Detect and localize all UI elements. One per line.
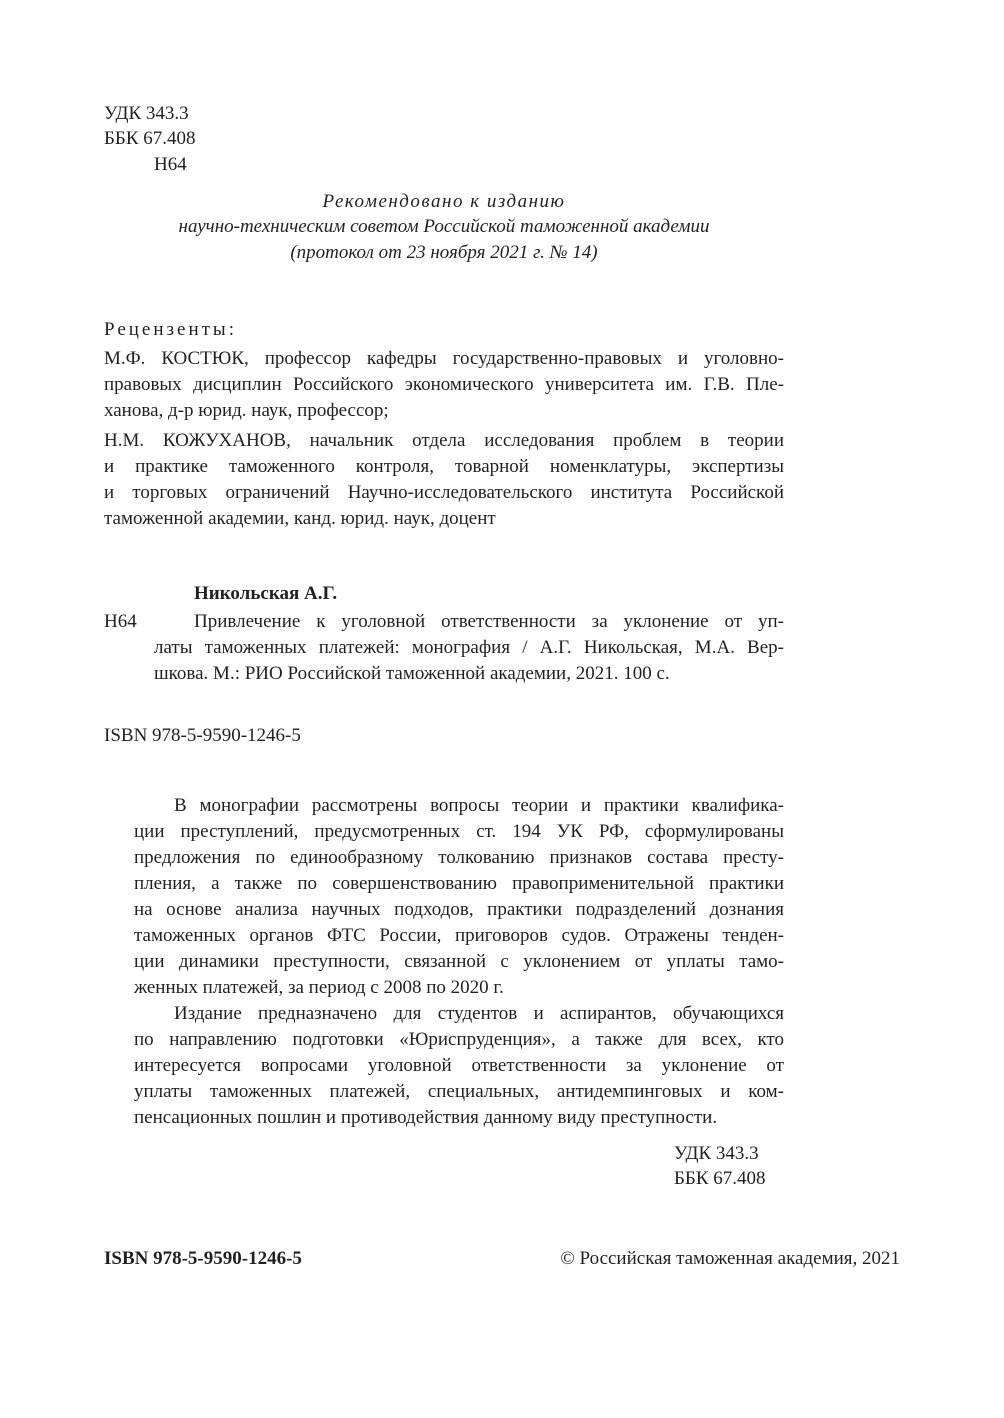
udk-bottom: УДК 343.3: [674, 1143, 759, 1164]
abstract-p1-line-3: предложения по единообразному толкованию признаков состава престу-: [134, 847, 784, 868]
reviewer-2-line-1: Н.М. КОЖУХАНОВ, начальник отдела исследования проблем в теории: [104, 430, 784, 451]
bbk-bottom: ББК 67.408: [674, 1168, 766, 1189]
bbk-top: ББК 67.408: [104, 128, 196, 149]
book-title-line-3: шкова. М.: РИО Российской таможенной академии, 2021. 100 с.: [154, 663, 670, 684]
footer-isbn: ISBN 978-5-9590-1246-5: [104, 1248, 302, 1269]
book-title-line-1: Привлечение к уголовной ответственности за уклонение от уп-: [194, 611, 784, 632]
abstract-p2-line-2: по направлению подготовки «Юриспруденция», а также для всех, кто: [134, 1029, 784, 1050]
recommendation-line-3: (протокол от 23 ноября 2021 г. № 14): [290, 242, 598, 263]
abstract-p2-line-5: пенсационных пошлин и противодействия данному виду преступности.: [134, 1107, 718, 1128]
isbn-entry: ISBN 978-5-9590-1246-5: [104, 725, 301, 746]
author-mark-top: Н64: [154, 154, 187, 175]
footer-copyright: © Российская таможенная академия, 2021: [560, 1248, 900, 1269]
recommendation-line-2: научно-техническим советом Российской таможенной академии: [178, 216, 710, 237]
reviewer-1-line-3: ханова, д-р юрид. наук, профессор;: [104, 400, 389, 421]
book-title-line-2: латы таможенных платежей: монография / А.Г. Никольская, М.А. Вер-: [154, 637, 784, 658]
abstract-p1-line-7: ции динамики преступности, связанной с уклонением от уплаты тамо-: [134, 951, 784, 972]
book-mark: Н64: [104, 611, 137, 632]
reviewer-1-line-2: правовых дисциплин Российского экономического университета им. Г.В. Пле-: [104, 374, 784, 395]
abstract-p1-line-8: женных платежей, за период с 2008 по 2020 г.: [134, 977, 504, 998]
reviewer-2-line-4: таможенной академии, канд. юрид. наук, доцент: [104, 508, 496, 529]
abstract-p2-line-1: Издание предназначено для студентов и аспирантов, обучающихся: [174, 1003, 784, 1024]
abstract-p1-line-4: пления, а также по совершенствованию правоприменительной практики: [134, 873, 784, 894]
abstract-p1-line-6: таможенных органов ФТС России, приговоров судов. Отражены тенден-: [134, 925, 784, 946]
abstract-p1-line-5: на основе анализа научных подходов, практики подразделений дознания: [134, 899, 784, 920]
abstract-p2-line-3: интересуется вопросами уголовной ответственности за уклонение от: [134, 1055, 784, 1076]
abstract-p1-line-2: ции преступлений, предусмотренных ст. 194 УК РФ, сформулированы: [134, 821, 784, 842]
reviewers-heading: Рецензенты:: [104, 319, 237, 340]
udk-top: УДК 343.3: [104, 103, 189, 124]
abstract-p1-line-1: В монографии рассмотрены вопросы теории и практики квалифика-: [174, 795, 784, 816]
book-author: Никольская А.Г.: [194, 583, 338, 604]
reviewer-1-line-1: М.Ф. КОСТЮК, профессор кафедры государственно-правовых и уголовно-: [104, 348, 784, 369]
recommendation-line-1: Рекомендовано к изданию: [322, 191, 566, 212]
reviewer-2-line-3: и торговых ограничений Научно-исследовательского института Российской: [104, 482, 784, 503]
reviewer-2-line-2: и практике таможенного контроля, товарной номенклатуры, экспертизы: [104, 456, 784, 477]
abstract-p2-line-4: уплаты таможенных платежей, специальных, антидемпинговых и ком-: [134, 1081, 784, 1102]
